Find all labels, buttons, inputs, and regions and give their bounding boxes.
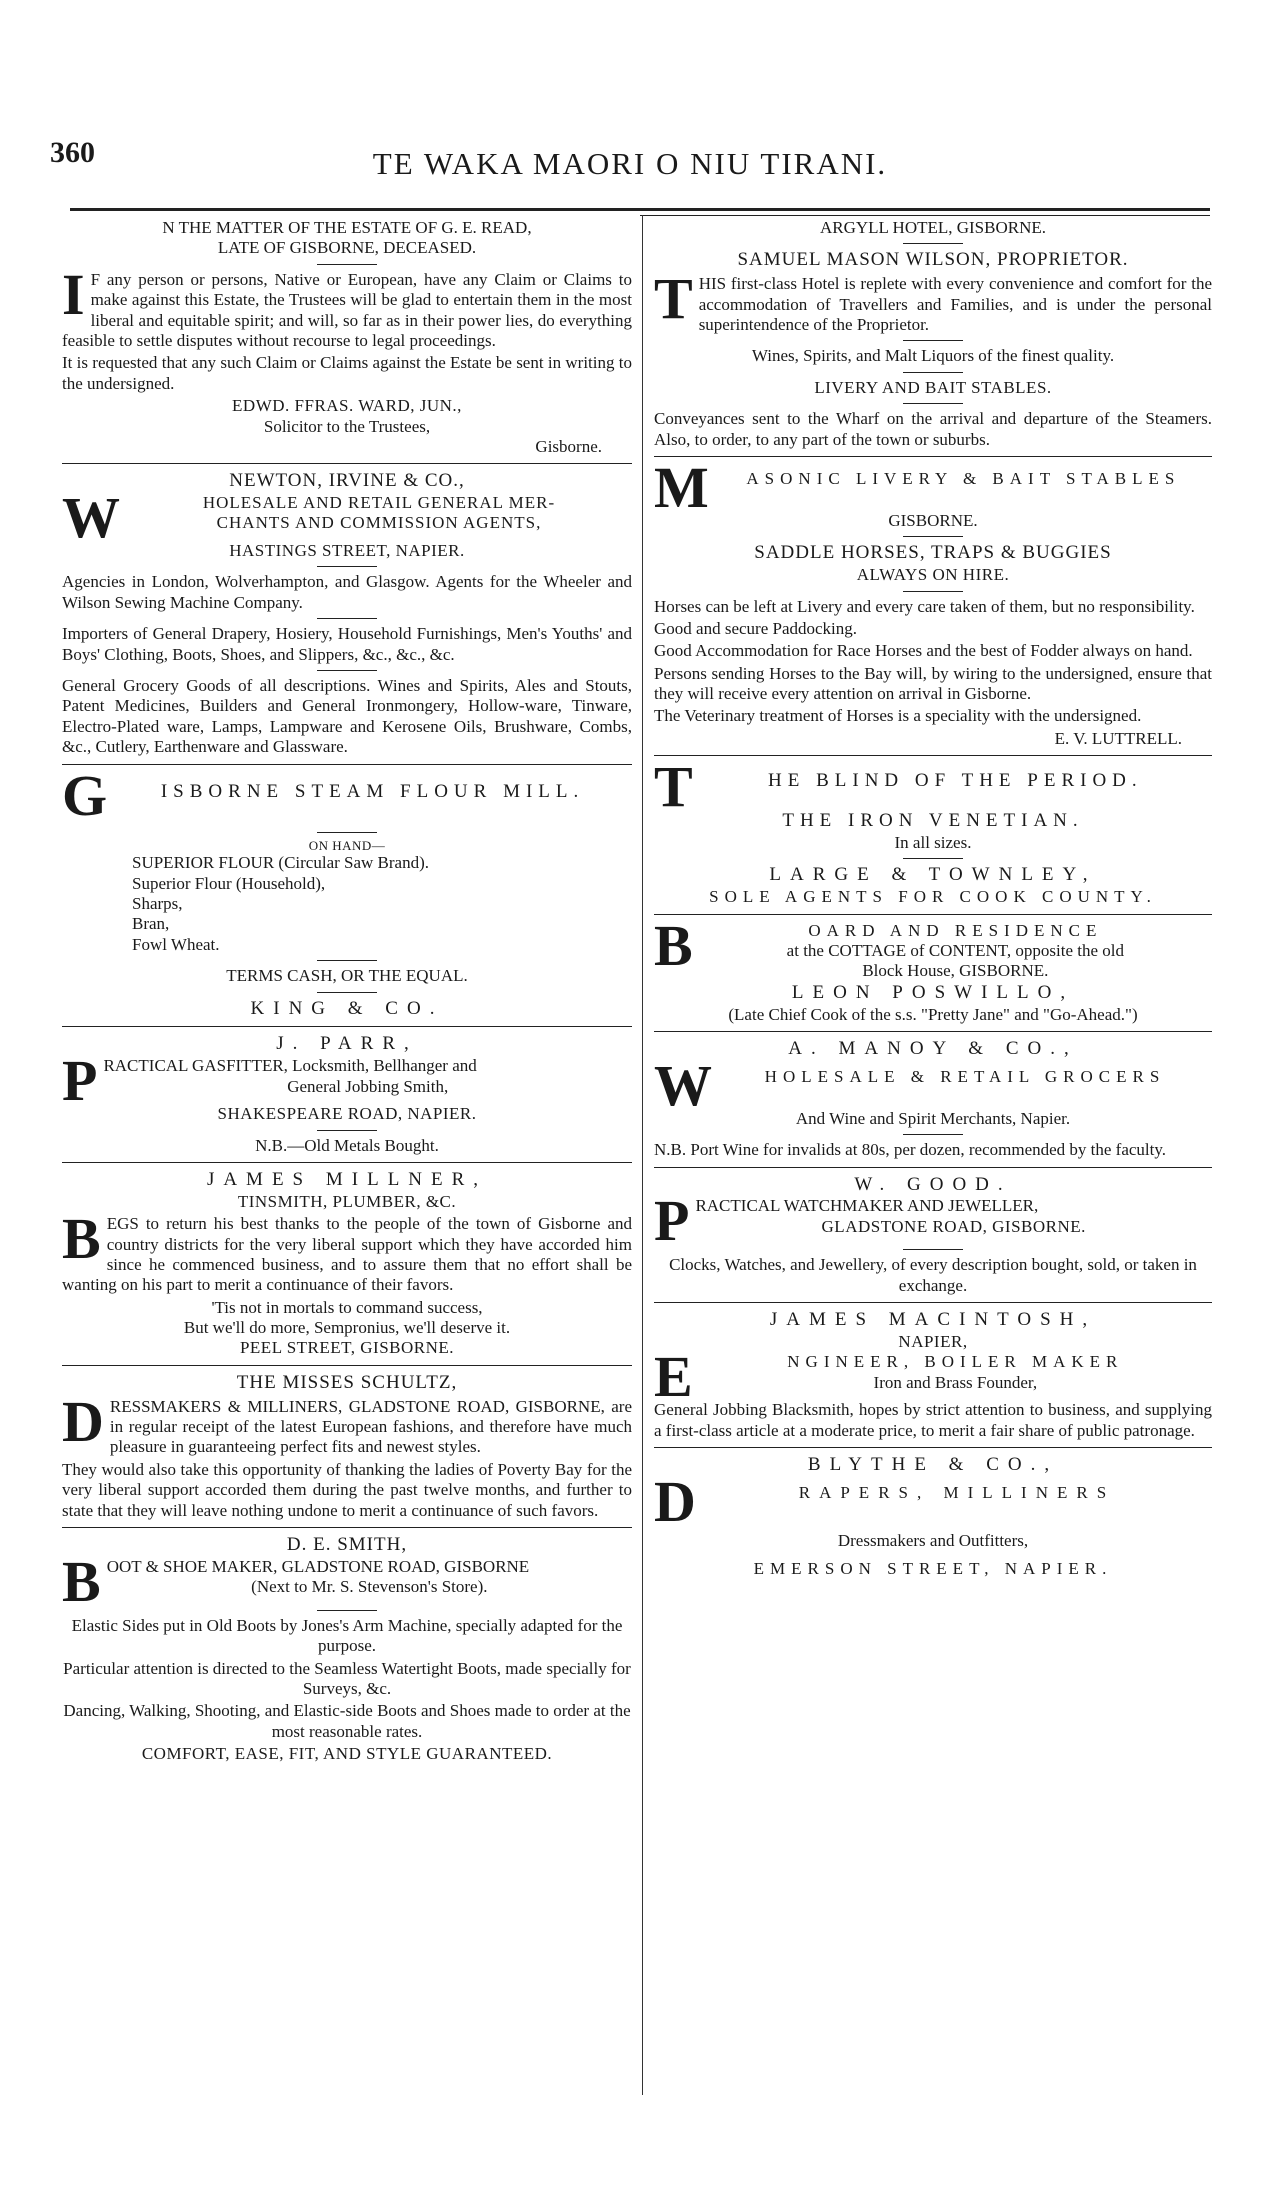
divider: [317, 566, 377, 567]
good-body: Clocks, Watches, and Jewellery, of every description bought, sold, or taken in exchange.: [669, 1255, 1197, 1295]
manoy-heading: HOLESALE & RETAIL GROCERS: [764, 1066, 1166, 1086]
dropcap: P: [62, 1048, 98, 1114]
divider: [317, 992, 377, 993]
divider: [62, 1365, 632, 1366]
divider: [654, 755, 1212, 756]
hotel-proprietor: SAMUEL MASON WILSON, PROPRIETOR.: [737, 249, 1129, 271]
page-number: 360: [50, 136, 95, 169]
dropcap: I: [62, 261, 85, 327]
board-line-2: Block House, GISBORNE.: [862, 961, 1049, 981]
hotel-body: HIS first-class Hotel is replete with every convenience and comfort for the accommodation of Travellers and Families, and is under the personal superintendence of the Proprietor.: [698, 274, 1212, 334]
schultz-body-2: They would also take this opportunity of thanking the ladies of Poverty Bay for the very liberal support accorded them during the past twelve months, and further to state that they will leave nothing undone to merit a continuance of such favors.: [62, 1459, 632, 1520]
smith-name: D. E. SMITH,: [286, 1533, 408, 1555]
mill-item: SUPERIOR FLOUR (Circular Saw Brand).: [132, 853, 430, 873]
ad-argyll-hotel: [654, 218, 1212, 450]
smith-trade: OOT & SHOE MAKER, GLADSTONE ROAD, GISBORNE: [106, 1556, 530, 1576]
page-title: TE WAKA MAORI O NIU TIRANI.: [372, 146, 888, 181]
right-column: [654, 218, 1212, 1580]
ad-schultz: [62, 1372, 632, 1521]
masonic-always: ALWAYS ON HIRE.: [856, 565, 1010, 585]
divider: [654, 914, 1212, 915]
on-hand: ON HAND—: [308, 837, 386, 853]
firm-trade-2: CHANTS AND COMMISSION AGENTS,: [216, 513, 542, 533]
board-line: at the COTTAGE of CONTENT, opposite the old: [786, 941, 1124, 960]
ad-millner: [62, 1169, 632, 1359]
mill-item: Fowl Wheat.: [132, 934, 220, 954]
mill-item: Sharps,: [132, 893, 183, 913]
blythe-sub: Dressmakers and Outfitters,: [837, 1530, 1029, 1550]
dropcap: B: [62, 1206, 101, 1272]
divider: [903, 591, 963, 592]
board-heading: OARD AND RESIDENCE: [808, 920, 1103, 940]
blind-heading: HE BLIND OF THE PERIOD.: [768, 770, 1143, 792]
hotel-wines: Wines, Spirits, and Malt Liquors of the finest quality.: [751, 346, 1115, 366]
ad-blind: [654, 754, 1212, 907]
masonic-para-4: Persons sending Horses to the Bay will, by wiring to the undersigned, ensure that they will receive every attention on arrival in Gisborne.: [654, 663, 1212, 704]
divider: [62, 1162, 632, 1163]
millner-quote: 'Tis not in mortals to command success,: [211, 1297, 483, 1317]
ad-masonic-stables: [654, 454, 1212, 749]
divider: [654, 1302, 1212, 1303]
estate-subtitle: LATE OF GISBORNE, DECEASED.: [217, 238, 477, 258]
firm-trade: HOLESALE AND RETAIL GENERAL MER-: [202, 493, 556, 513]
newton-para-3: General Grocery Goods of all descriptions. Wines and Spirits, Ales and Stouts, Patent Medicines, Builders and General Ironmongery, Hollow-ware, Tinware, Electro-Plated ware, Lamps, Lampware and Kerosene Oils, Brushware, Combs, &c., Cutlery, Earthenware and Glassware.: [62, 676, 632, 757]
masonic-para-1: Horses can be left at Livery and every care taken of them, but no responsibility.: [654, 596, 1195, 616]
manoy-name: A. MANOY & CO.,: [788, 1037, 1078, 1059]
masonic-town: GISBORNE.: [888, 510, 978, 530]
smith-para-1: Elastic Sides put in Old Boots by Jones's Arm Machine, specially adapted for the purpose.: [71, 1615, 623, 1656]
mill-item: Superior Flour (Household),: [132, 873, 326, 893]
hotel-name: ARGYLL HOTEL, GISBORNE.: [819, 218, 1047, 237]
masonic-signature: E. V. LUTTRELL.: [1054, 728, 1182, 748]
blind-agents: SOLE AGENTS FOR COOK COUNTY.: [709, 887, 1157, 907]
masonic-para-2: Good and secure Paddocking.: [654, 618, 858, 638]
divider: [654, 1031, 1212, 1032]
divider: [62, 1026, 632, 1027]
hotel-conveyances: Conveyances sent to the Wharf on the arrival and departure of the Steamers. Also, to order, to any part of the town or suburbs.: [654, 409, 1212, 449]
millner-name: JAMES MILLNER,: [206, 1168, 488, 1190]
manoy-sub: And Wine and Spirit Merchants, Napier.: [795, 1108, 1071, 1128]
firm-name: NEWTON, IRVINE & CO.,: [229, 470, 465, 492]
good-address: GLADSTONE ROAD, GISBORNE.: [821, 1216, 1086, 1236]
ad-read-estate: [62, 218, 632, 457]
smith-para-2: Particular attention is directed to the Seamless Watertight Boots, made specially for Surveys, &c.: [63, 1658, 631, 1698]
dropcap: G: [62, 762, 108, 828]
masonic-para-5: The Veterinary treatment of Horses is a speciality with the undersigned.: [654, 706, 1142, 726]
dropcap: D: [62, 1388, 104, 1454]
mill-terms: TERMS CASH, OR THE EQUAL.: [226, 966, 468, 986]
ad-parr: [62, 1033, 632, 1156]
blythe-heading: RAPERS, MILLINERS: [798, 1482, 1116, 1502]
manoy-note: N.B. Port Wine for invalids at 80s, per dozen, recommended by the faculty.: [654, 1140, 1167, 1160]
dropcap: W: [62, 485, 120, 551]
smith-location: (Next to Mr. S. Stevenson's Store).: [251, 1577, 488, 1597]
newton-para-2: Importers of General Drapery, Hosiery, Household Furnishings, Men's Youths' and Boys' Clothing, Boots, Shoes, and Slippers, &c., &c., &c.: [62, 624, 632, 664]
divider: [317, 618, 377, 619]
macintosh-body: General Jobbing Blacksmith, hopes by strict attention to business, and supplying a first-class article at a moderate price, to merit a fair share of public patronage.: [654, 1400, 1212, 1440]
blind-sizes: In all sizes.: [894, 833, 972, 853]
dropcap: D: [654, 1468, 696, 1534]
dropcap: P: [654, 1188, 690, 1254]
dropcap: E: [654, 1344, 693, 1410]
good-trade: RACTICAL WATCHMAKER AND JEWELLER,: [695, 1196, 1039, 1216]
ad-macintosh: [654, 1309, 1212, 1441]
left-column: [62, 218, 632, 1765]
divider: [903, 403, 963, 404]
divider: [317, 832, 377, 833]
millner-trade: TINSMITH, PLUMBER, &C.: [237, 1191, 457, 1211]
estate-signature-role: Solicitor to the Trustees,: [263, 416, 431, 436]
millner-address: PEEL STREET, GISBORNE.: [239, 1338, 455, 1358]
divider: [903, 243, 963, 244]
millner-body: EGS to return his best thanks to the people of the town of Gisborne and country districts for the very liberal support which they have accorded him since he commenced business, and to assure them that no effort shall be wanting on his part to merit a continuance of their favors.: [62, 1214, 632, 1295]
dropcap: M: [654, 454, 709, 520]
divider: [903, 372, 963, 373]
board-name: LEON POSWILLO,: [791, 981, 1075, 1003]
ad-newton-irvine: [62, 470, 632, 757]
macintosh-heading: NGINEER, BOILER MAKER: [787, 1352, 1124, 1372]
estate-body-2: It is requested that any such Claim or Claims against the Estate be sent in writing to the undersigned.: [62, 353, 632, 393]
column-divider: [642, 215, 643, 2095]
divider: [62, 764, 632, 765]
header-rule: [70, 208, 1210, 211]
newton-para-1: Agencies in London, Wolverhampton, and Glasgow. Agents for the Wheeler and Wilson Sewing Machine Company.: [62, 572, 632, 612]
blythe-name: BLYTHE & CO.,: [807, 1454, 1059, 1476]
divider: [317, 1130, 377, 1131]
firm-address: HASTINGS STREET, NAPIER.: [229, 541, 465, 561]
parr-trade: RACTICAL GASFITTER, Locksmith, Bellhanger and: [103, 1056, 477, 1076]
masonic-para-3: Good Accommodation for Race Horses and the best of Fodder always on hand.: [654, 641, 1193, 661]
divider: [317, 1610, 377, 1611]
divider: [654, 1167, 1212, 1168]
divider: [317, 264, 377, 265]
divider: [654, 1447, 1212, 1448]
estate-signature: EDWD. FFRAS. WARD, JUN.,: [232, 396, 462, 416]
blythe-address: EMERSON STREET, NAPIER.: [753, 1559, 1113, 1579]
parr-note: N.B.—Old Metals Bought.: [255, 1135, 439, 1155]
page-header: [50, 136, 1210, 186]
divider: [903, 1249, 963, 1250]
macintosh-town: NAPIER,: [898, 1331, 968, 1351]
macintosh-name: JAMES MACINTOSH,: [769, 1309, 1097, 1331]
hotel-stables: LIVERY AND BAIT STABLES.: [814, 377, 1052, 397]
dropcap: T: [654, 266, 693, 332]
parr-trade-2: General Jobbing Smith,: [287, 1076, 449, 1096]
divider: [317, 960, 377, 961]
good-name: W. GOOD.: [854, 1173, 1012, 1195]
smith-motto: COMFORT, EASE, FIT, AND STYLE GUARANTEED.: [141, 1744, 553, 1764]
ad-smith: [62, 1534, 632, 1765]
dropcap: T: [654, 754, 693, 820]
divider: [62, 463, 632, 464]
divider: [903, 858, 963, 859]
divider: [903, 536, 963, 537]
estate-body: F any person or persons, Native or European, have any Claim or Claims to make against this Estate, the Trustees will be glad to entertain them in the most liberal and equitable spirit; and will, so far as in their power lies, do everything feasible to settle disputes without recourse to legal proceedings.: [62, 269, 632, 350]
divider: [62, 1527, 632, 1528]
blind-sub: THE IRON VENETIAN.: [782, 810, 1084, 832]
macintosh-sub: Iron and Brass Founder,: [873, 1372, 1038, 1392]
schultz-name: THE MISSES SCHULTZ,: [236, 1371, 458, 1393]
parr-address: SHAKESPEARE ROAD, NAPIER.: [217, 1104, 477, 1124]
divider: [903, 1134, 963, 1135]
ad-board-residence: [654, 912, 1212, 1025]
schultz-body: RESSMAKERS & MILLINERS, GLADSTONE ROAD, GISBORNE, are in regular receipt of the latest European fashions, and therefore have much pleasure in guaranteeing perfect fits and newest styles.: [109, 1396, 632, 1457]
ad-flour-mill: [62, 762, 632, 1021]
dropcap: B: [62, 1548, 101, 1614]
dropcap: W: [654, 1052, 712, 1118]
mill-firm: KING & CO.: [250, 997, 444, 1019]
masonic-sub: SADDLE HORSES, TRAPS & BUGGIES: [754, 542, 1112, 564]
ad-blythe: [654, 1454, 1212, 1580]
mill-heading: ISBORNE STEAM FLOUR MILL.: [160, 780, 585, 802]
ad-manoy: [654, 1038, 1212, 1161]
dropcap: B: [654, 912, 693, 978]
ad-good: [654, 1174, 1212, 1297]
mill-item: Bran,: [132, 914, 170, 934]
estate-signature-place: Gisborne.: [535, 436, 602, 456]
header-rule-secondary: [640, 215, 1210, 216]
masonic-heading: ASONIC LIVERY & BAIT STABLES: [746, 468, 1181, 488]
board-late: (Late Chief Cook of the s.s. "Pretty Jane" and "Go-Ahead."): [728, 1004, 1138, 1024]
divider: [903, 340, 963, 341]
estate-title: N THE MATTER OF THE ESTATE OF G. E. READ,: [162, 218, 532, 237]
parr-name: J. PARR,: [276, 1033, 418, 1055]
blind-firm: LARGE & TOWNLEY,: [769, 864, 1097, 886]
smith-para-3: Dancing, Walking, Shooting, and Elastic-side Boots and Shoes made to order at the most reasonable rates.: [63, 1701, 631, 1741]
divider: [654, 456, 1212, 457]
millner-quote-2: But we'll do more, Sempronius, we'll deserve it.: [183, 1318, 511, 1338]
divider: [317, 670, 377, 671]
